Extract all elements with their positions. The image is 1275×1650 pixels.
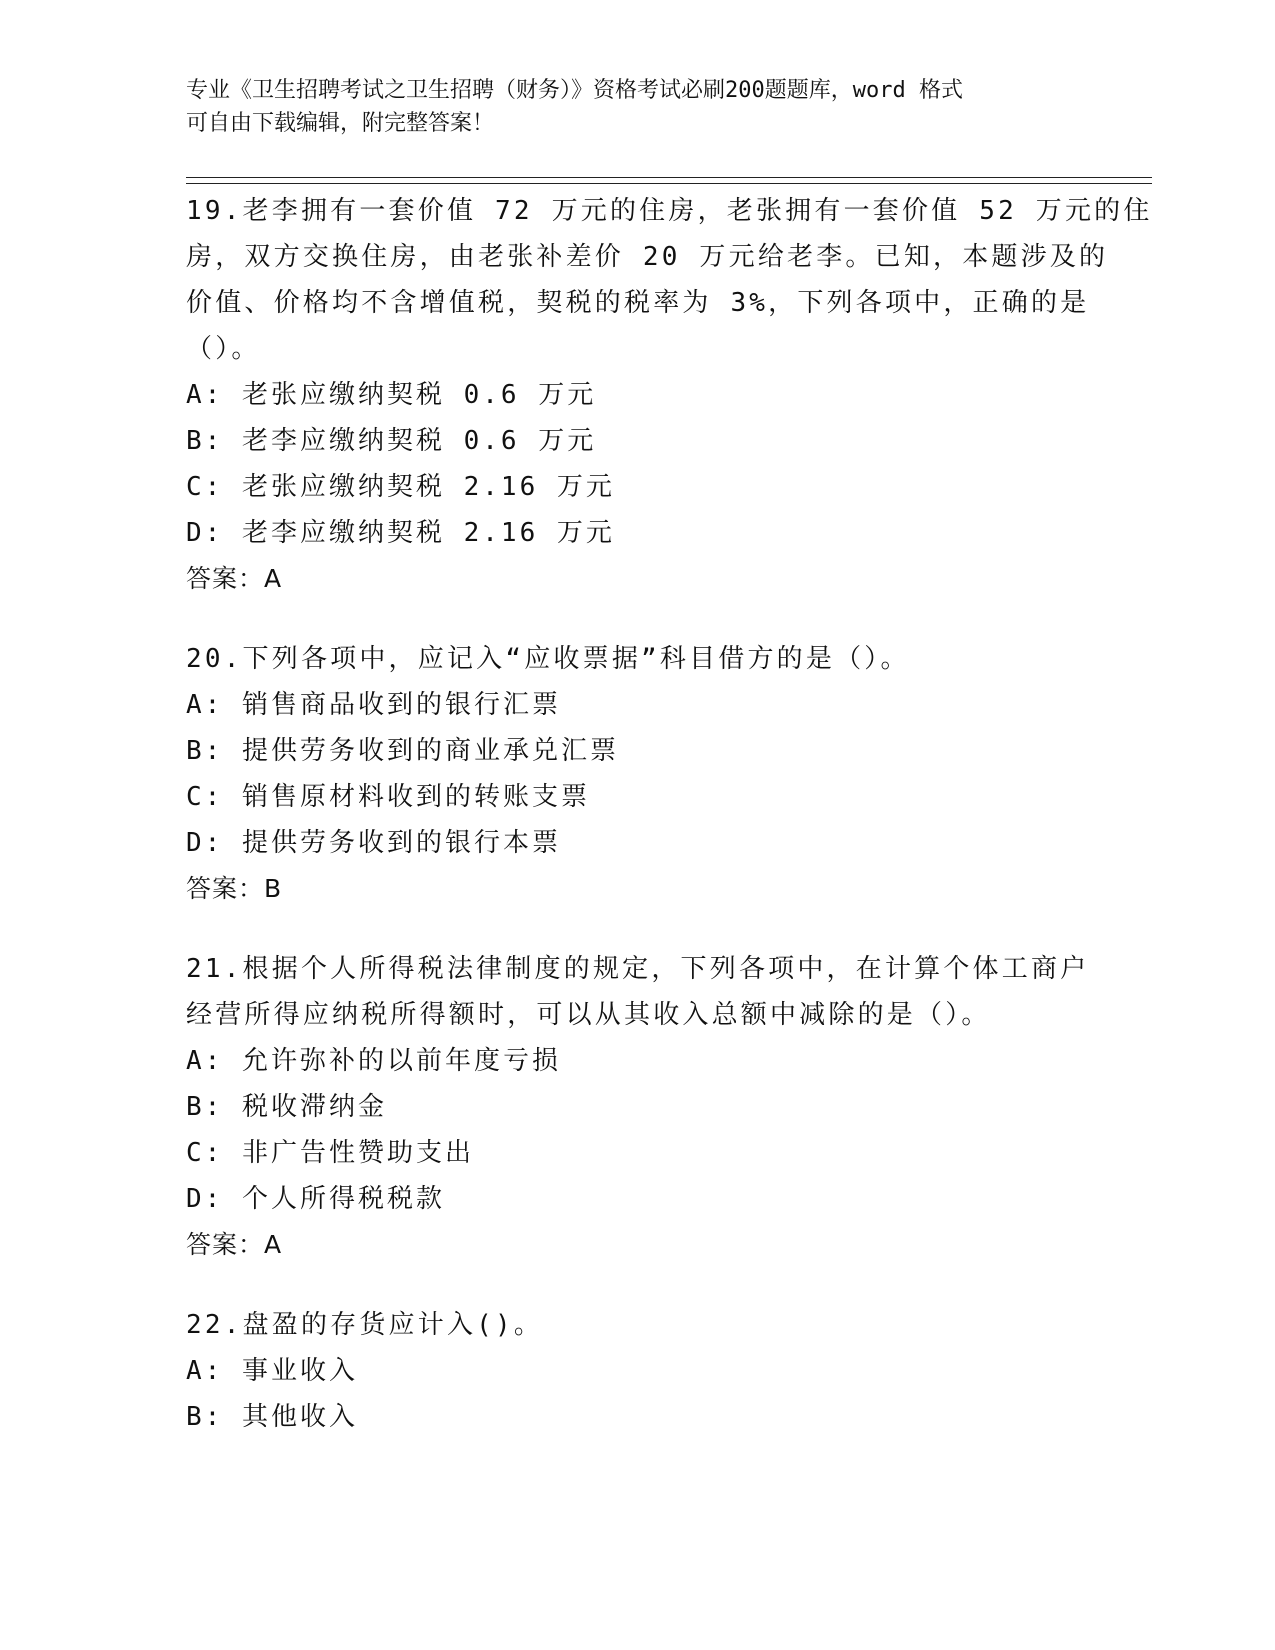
answer-key: 答案：A <box>186 1230 283 1259</box>
answer-option: B: 其他收入 <box>186 1402 358 1432</box>
answer-option: C: 老张应缴纳契税 2.16 万元 <box>186 472 615 502</box>
answer-key: 答案：A <box>186 564 283 593</box>
header-line-2: 可自由下载编辑，附完整答案！ <box>186 111 495 136</box>
answer-option: C: 非广告性赞助支出 <box>186 1138 474 1168</box>
question-block <box>186 188 1153 602</box>
question-stem-line: 22.盘盈的存货应计入()。 <box>186 1310 544 1340</box>
answer-option: A: 老张应缴纳契税 0.6 万元 <box>186 380 597 410</box>
answer-option: B: 提供劳务收到的商业承兑汇票 <box>186 736 619 766</box>
question-stem-line: 经营所得应纳税所得额时，可以从其收入总额中减除的是（）。 <box>186 1000 991 1030</box>
answer-option: D: 老李应缴纳契税 2.16 万元 <box>186 518 615 548</box>
question-stem-line: 价值、价格均不含增值税，契税的税率为 3%，下列各项中，正确的是 <box>186 288 1090 318</box>
question-stem-line: 20.下列各项中，应记入“应收票据”科目借方的是（）。 <box>186 644 910 674</box>
question-block <box>186 946 1090 1268</box>
answer-option: A: 销售商品收到的银行汇票 <box>186 690 561 720</box>
question-block <box>186 1302 1086 1440</box>
answer-option: D: 个人所得税税款 <box>186 1184 445 1214</box>
page-header <box>186 74 1086 140</box>
answer-option: B: 税收滞纳金 <box>186 1092 387 1122</box>
answer-key: 答案：B <box>186 874 283 903</box>
answer-option: A: 允许弥补的以前年度亏损 <box>186 1046 561 1076</box>
header-divider-top <box>186 177 1152 178</box>
question-stem-line: 19.老李拥有一套价值 72 万元的住房，老张拥有一套价值 52 万元的住 <box>186 196 1153 226</box>
question-stem-line: 21.根据个人所得税法律制度的规定，下列各项中，在计算个体工商户 <box>186 954 1090 984</box>
question-stem-line: （）。 <box>186 334 261 364</box>
header-line-1: 专业《卫生招聘考试之卫生招聘（财务）》资格考试必刷200题题库，word 格式 <box>186 78 963 103</box>
answer-option: A: 事业收入 <box>186 1356 358 1386</box>
answer-option: B: 老李应缴纳契税 0.6 万元 <box>186 426 597 456</box>
question-list <box>186 188 1153 1474</box>
header-divider-bottom <box>186 183 1152 184</box>
answer-option: C: 销售原材料收到的转账支票 <box>186 782 590 812</box>
answer-option: D: 提供劳务收到的银行本票 <box>186 828 561 858</box>
question-stem-line: 房，双方交换住房，由老张补差价 20 万元给老李。已知，本题涉及的 <box>186 242 1109 272</box>
question-block <box>186 636 1086 912</box>
